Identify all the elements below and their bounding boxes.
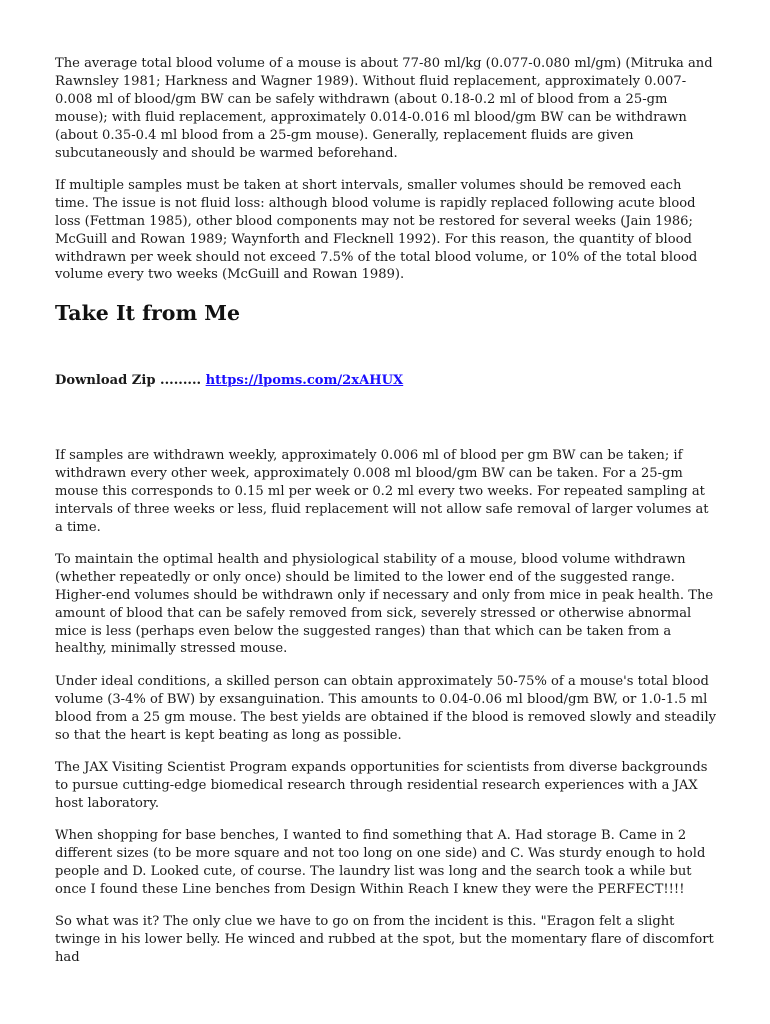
download-label: Download Zip ......... [55,372,206,388]
spacer [55,390,719,447]
paragraph-blood-volume: The average total blood volume of a mouse is about 77-80 ml/kg (0.077-0.080 ml/gm) (Mitruka and Rawnsley 1981; Harkness and Wagner 1989). Without fluid replacement, approximately 0.007-0.008 ml of blood/gm BW can be safely withdrawn (about 0.18-0.2 ml of blood from a 25-gm mouse); with fluid replacement, approximately 0.014-0.016 ml blood/gm BW can be withdrawn (about 0.35-0.4 ml blood from a 25-gm mouse). Generally, replacement fluids are given subcutaneously and should be warmed beforehand. [55,56,713,161]
paragraph-benches: When shopping for base benches, I wanted to find something that A. Had storage B. Came in 2 different sizes (to be more square and not too long on one side) and C. Was sturdy enough to hold people and D. Looked cute, of course. The laundry list was long and the search took a while but once I found these Line benches from Design Within Reach I knew they were the PERFECT!!!! [55,828,706,897]
section-heading: Take It from Me [55,300,241,325]
download-line [55,372,719,390]
paragraph-jax-program: The JAX Visiting Scientist Program expands opportunities for scientists from diverse backgrounds to pursue cutting-edge biomedical research through residential research experiences with a JAX host laboratory. [55,759,708,811]
paragraph-eragon: So what was it? The only clue we have to go on from the incident is this. "Eragon felt a slight twinge in his lower belly. He winced and rubbed at the spot, but the momentary flare of discomfort had [55,914,714,966]
paragraph-weekly-samples: If samples are withdrawn weekly, approximately 0.006 ml of blood per gm BW can be taken; if withdrawn every other week, approximately 0.008 ml blood/gm BW can be taken. For a 25-gm mouse this corresponds to 0.15 ml per week or 0.2 ml every two weeks. For repeated sampling at intervals of three weeks or less, fluid replacement will not allow safe removal of larger volumes at a time. [55,447,709,535]
download-link[interactable]: https://lpoms.com/2xAHUX [205,372,404,388]
document-page [55,55,719,982]
paragraph-multiple-samples: If multiple samples must be taken at short intervals, smaller volumes should be removed each time. The issue is not fluid loss: although blood volume is rapidly replaced following acute blood loss (Fettman 1985), other blood components may not be restored for several weeks (Jain 1986; McGuill and Rowan 1989; Waynforth and Flecknell 1992). For this reason, the quantity of blood withdrawn per week should not exceed 7.5% of the total blood volume, or 10% of the total blood volume every two weeks (McGuill and Rowan 1989). [55,177,698,283]
paragraph-ideal-conditions: Under ideal conditions, a skilled person can obtain approximately 50-75% of a mouse's total blood volume (3-4% of BW) by exsanguination. This amounts to 0.04-0.06 ml blood/gm BW, or 1.0-1.5 ml blood from a 25 gm mouse. The best yields are obtained if the blood is removed slowly and steadily so that the heart is kept beating as long as possible. [55,673,717,743]
paragraph-optimal-health: To maintain the optimal health and physiological stability of a mouse, blood volume withdrawn (whether repeatedly or only once) should be limited to the lower end of the suggested range. Higher-end volumes should be withdrawn only if necessary and only from mice in peak health. The amount of blood that can be safely removed from sick, severely stressed or otherwise abnormal mice is less (perhaps even below the suggested ranges) than that which can be taken from a healthy, minimally stressed mouse. [55,551,714,657]
